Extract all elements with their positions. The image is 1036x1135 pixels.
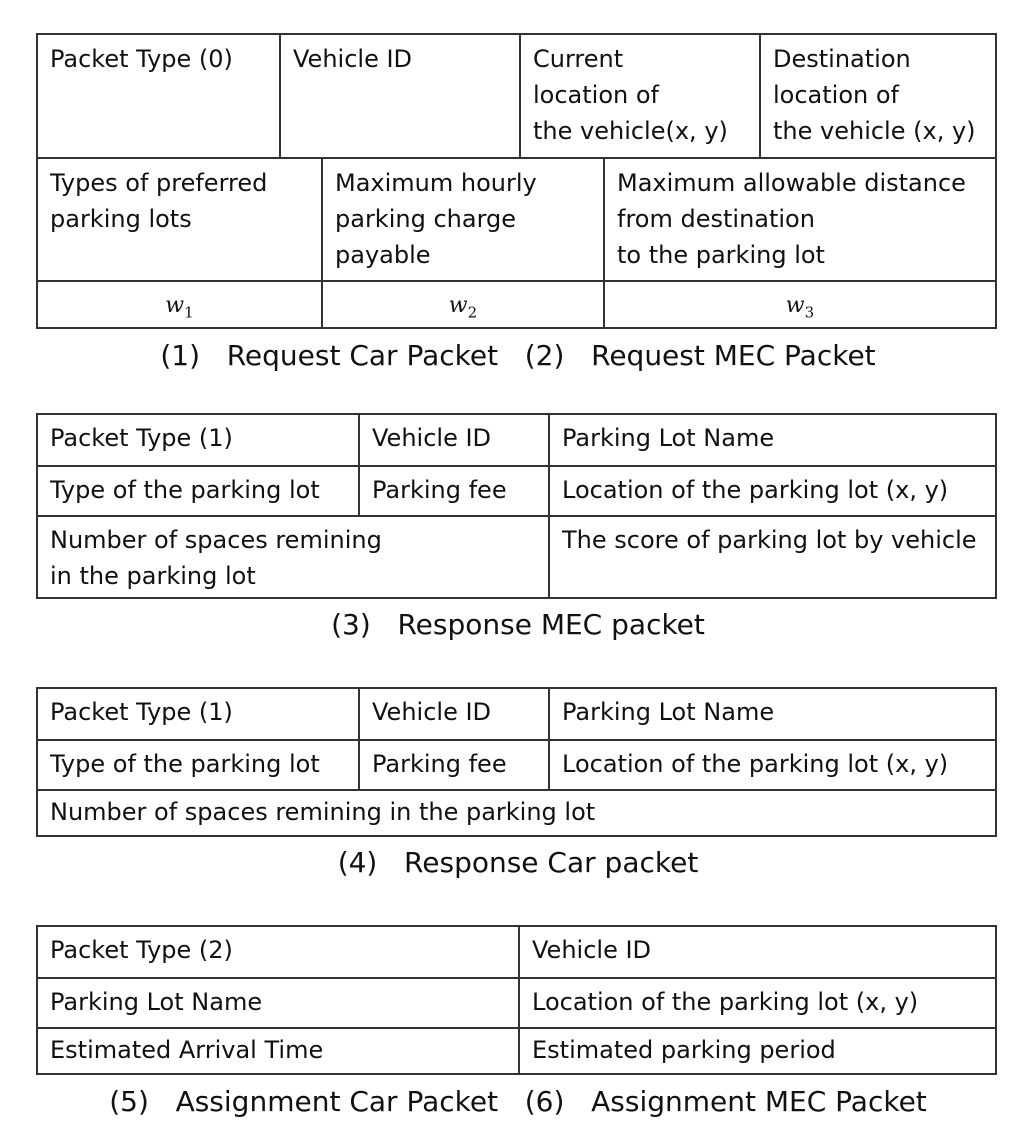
caption-request-packet: (1) Request Car Packet (2) Request MEC Packet xyxy=(160,339,876,372)
spaces-remaining-field: Number of spaces remining in the parking lot xyxy=(50,798,596,826)
packet-type-field: Packet Type (1) xyxy=(50,424,233,452)
response-car-row-2 xyxy=(38,739,995,789)
parking-lot-name-field: Parking Lot Name xyxy=(548,415,995,465)
vehicle-id-field: Vehicle ID xyxy=(518,927,995,977)
lot-location-field: Location of the parking lot (x, y) xyxy=(518,979,995,1027)
lot-location-field: Location of the parking lot (x, y) xyxy=(548,741,995,789)
lot-score-field: The score of parking lot by vehicle xyxy=(548,517,995,597)
lot-type-field: Type of the parking lot xyxy=(50,750,320,778)
weight-w2: $w_2$ xyxy=(321,282,603,329)
response-car-table xyxy=(36,687,997,837)
current-location-field: Current location of the vehicle(x, y) xyxy=(519,35,759,157)
lot-location-field: Location of the parking lot (x, y) xyxy=(548,467,995,515)
arrival-time-field: Estimated Arrival Time xyxy=(50,1036,324,1064)
caption-assignment-packet: (5) Assignment Car Packet (6) Assignment MEC Packet xyxy=(109,1085,927,1118)
weight-w1: $w_1$ xyxy=(165,293,194,322)
request-packet-table xyxy=(36,33,997,329)
assignment-row-3 xyxy=(38,1027,995,1073)
packet-type-field: Packet Type (1) xyxy=(50,698,233,726)
assignment-packet-table xyxy=(36,925,997,1075)
response-car-row-3 xyxy=(38,789,995,835)
preferred-lot-types-field: Types of preferred parking lots xyxy=(50,169,268,233)
weight-row xyxy=(38,280,995,329)
parking-lot-name-field: Parking Lot Name xyxy=(548,689,995,739)
parking-period-field: Estimated parking period xyxy=(518,1029,995,1073)
parking-fee-field: Parking fee xyxy=(358,741,548,789)
spaces-remaining-field: Number of spaces remining in the parking lot xyxy=(50,526,382,590)
assignment-row-2 xyxy=(38,977,995,1027)
response-mec-row-3 xyxy=(38,515,995,597)
vehicle-id-field: Vehicle ID xyxy=(279,35,519,157)
vehicle-id-field: Vehicle ID xyxy=(358,689,548,739)
response-mec-row-1 xyxy=(38,415,995,465)
vehicle-id-field: Vehicle ID xyxy=(358,415,548,465)
response-mec-table xyxy=(36,413,997,599)
response-car-row-1 xyxy=(38,689,995,739)
parking-fee-field: Parking fee xyxy=(358,467,548,515)
weight-w3: $w_3$ xyxy=(603,282,995,329)
packet-type-field: Packet Type (2) xyxy=(50,936,233,964)
response-mec-row-2 xyxy=(38,465,995,515)
request-header-row xyxy=(38,35,995,157)
packet-type-field: Packet Type (0) xyxy=(50,45,233,73)
lot-type-field: Type of the parking lot xyxy=(50,476,320,504)
parking-lot-name-field: Parking Lot Name xyxy=(50,988,263,1016)
max-distance-field: Maximum allowable distance from destination to the parking lot xyxy=(603,159,995,280)
caption-response-mec: (3) Response MEC packet xyxy=(331,608,705,641)
request-preference-row xyxy=(38,157,995,280)
caption-response-car: (4) Response Car packet xyxy=(337,846,699,879)
assignment-row-1 xyxy=(38,927,995,977)
destination-location-field: Destination location of the vehicle (x, y) xyxy=(759,35,995,157)
max-hourly-charge-field: Maximum hourly parking charge payable xyxy=(321,159,603,280)
